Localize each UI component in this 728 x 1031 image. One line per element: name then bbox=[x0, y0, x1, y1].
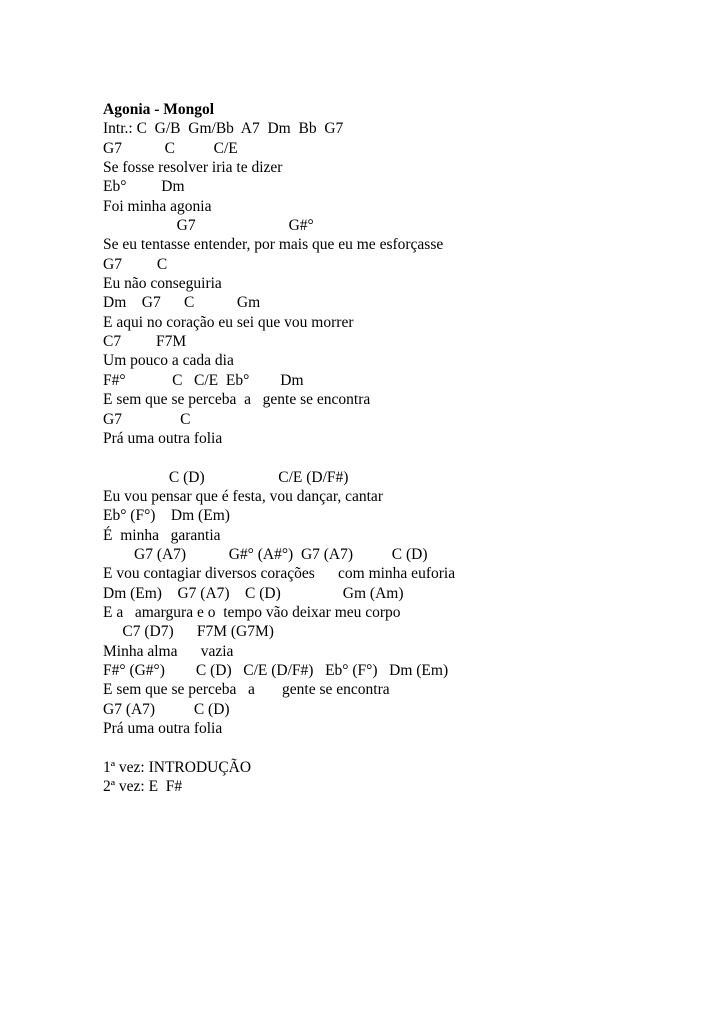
lyric-line: É minha garantia bbox=[103, 526, 221, 544]
chord-line: C (D) C/E (D/F#) bbox=[103, 468, 349, 486]
lyric-line: Prá uma outra folia bbox=[103, 720, 223, 737]
chord-line: C7 F7M bbox=[103, 333, 187, 351]
lyric-line: E aqui no coração eu sei que vou morrer bbox=[103, 313, 354, 331]
lyric-line: E a amargura e o tempo vão deixar meu corpo bbox=[103, 603, 401, 621]
lyric-line: Minha alma vazia bbox=[103, 642, 234, 660]
lyrics-body bbox=[103, 100, 703, 796]
chord-line: G7 C C/E bbox=[103, 139, 238, 157]
blank-line bbox=[103, 448, 703, 467]
lyric-line: E vou contagiar diversos corações com minha euforia bbox=[103, 565, 456, 583]
lyric-line: Se fosse resolver iria te dizer bbox=[103, 159, 283, 177]
chord-line: Eb° (F°) Dm (Em) bbox=[103, 507, 230, 525]
lyric-line: Eu não conseguiria bbox=[103, 275, 222, 293]
chord-line: Dm G7 C Gm bbox=[103, 294, 261, 312]
lyric-line: Um pouco a cada dia bbox=[103, 352, 234, 370]
chord-line: G7 C bbox=[103, 410, 191, 428]
chord-line: Eb° Dm bbox=[103, 178, 185, 196]
chord-line: C7 (D7) F7M (G7M) bbox=[103, 623, 274, 641]
chord-line: Dm (Em) G7 (A7) C (D) Gm (Am) bbox=[103, 584, 404, 602]
chord-line: F#° (G#°) C (D) C/E (D/F#) Eb° (F°) Dm (Em) bbox=[103, 661, 449, 679]
blank-line bbox=[103, 738, 703, 757]
lyric-line: Se eu tentasse entender, por mais que eu me esforçasse bbox=[103, 236, 444, 254]
lyric-line: E sem que se perceba a gente se encontra bbox=[103, 681, 390, 699]
lyric-line: Eu vou pensar que é festa, vou dançar, cantar bbox=[103, 487, 383, 505]
chord-line: G7 (A7) G#° (A#°) G7 (A7) C (D) bbox=[103, 545, 428, 563]
lyric-line: E sem que se perceba a gente se encontra bbox=[103, 391, 371, 409]
performance-note-2: 2ª vez: E F# bbox=[103, 778, 183, 796]
performance-note-1: 1ª vez: INTRODUÇÃO bbox=[103, 758, 252, 776]
lyric-line: Foi minha agonia bbox=[103, 197, 212, 215]
intro-chords: Intr.: C G/B Gm/Bb A7 Dm Bb G7 bbox=[103, 120, 344, 138]
lyric-line: Prá uma outra folia bbox=[103, 429, 223, 447]
chord-line: G7 C bbox=[103, 255, 168, 273]
chord-line: G7 (A7) C (D) bbox=[103, 700, 230, 718]
song-title: Agonia - Mongol bbox=[103, 101, 215, 118]
chord-line: G7 G#° bbox=[103, 217, 314, 235]
chord-line: F#° C C/E Eb° Dm bbox=[103, 371, 304, 389]
